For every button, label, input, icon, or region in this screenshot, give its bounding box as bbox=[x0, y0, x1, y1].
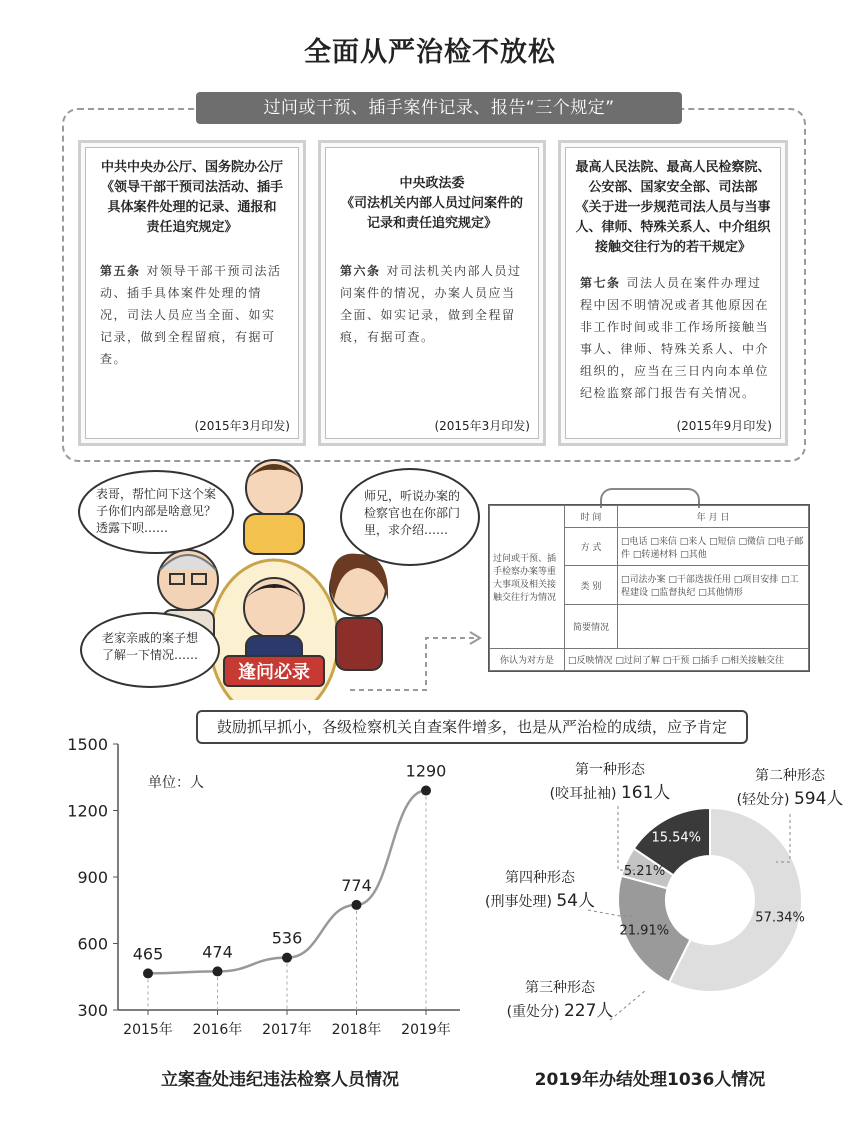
rule-card-2 bbox=[318, 140, 546, 446]
leader-line bbox=[610, 990, 646, 1020]
form-method-label: 方 式 bbox=[565, 528, 618, 566]
form-category-options: □司法办案 □干部选拔任用 □项目安排 □工程建设 □监督执纪 □其他情形 bbox=[618, 566, 809, 604]
record-form bbox=[488, 504, 810, 672]
form-response-label: 你认为对方是 bbox=[490, 648, 565, 670]
y-tick-label: 1200 bbox=[67, 801, 108, 821]
card-issuer-line: 公安部、国家安全部、司法部 bbox=[588, 180, 758, 195]
form-row-label: 过问或干预、插手检察办案等重大事项及相关接触交往行为情况 bbox=[490, 506, 565, 649]
callout-desc: (重处分) 227人 bbox=[506, 1001, 614, 1021]
x-tick-label: 2017年 bbox=[262, 1022, 312, 1038]
callout-desc: (刑事处理) 54人 bbox=[484, 891, 596, 911]
form-brief-label: 简要情况 bbox=[565, 604, 618, 648]
card-date: (2015年3月印发) bbox=[194, 419, 290, 433]
callout-name: 第四种形态 bbox=[505, 870, 575, 886]
rule-card-1 bbox=[78, 140, 306, 446]
form-brief-field bbox=[618, 604, 809, 648]
data-label: 1290 bbox=[405, 761, 447, 781]
slice-percent-label: 57.34% bbox=[755, 910, 805, 926]
donut-chart bbox=[470, 750, 850, 1050]
y-tick-label: 300 bbox=[77, 1001, 108, 1020]
seal-text: 逢问必录 bbox=[238, 662, 310, 683]
data-label: 536 bbox=[271, 928, 303, 948]
y-tick-label: 900 bbox=[77, 868, 108, 887]
donut-chart-title: 2019年办结处理1036人情况 bbox=[534, 1070, 766, 1090]
data-point bbox=[143, 968, 153, 978]
callout-name: 第三种形态 bbox=[525, 980, 595, 996]
slice-percent-label: 15.54% bbox=[651, 830, 702, 846]
x-tick-label: 2015年 bbox=[123, 1022, 173, 1038]
form-date-field: 年 月 日 bbox=[618, 506, 809, 528]
callout-desc: (咬耳扯袖) 161人 bbox=[549, 783, 671, 803]
x-tick-label: 2016年 bbox=[192, 1022, 243, 1038]
x-tick-label: 2018年 bbox=[331, 1022, 382, 1038]
rules-banner: 过问或干预、插手案件记录、报告“三个规定” bbox=[196, 92, 682, 124]
data-point bbox=[213, 966, 223, 976]
callout-name: 第一种形态 bbox=[575, 762, 645, 778]
card-issuer: 中共中央办公厅、国务院办公厅 bbox=[100, 160, 283, 175]
callout-name: 第二种形态 bbox=[755, 768, 825, 784]
data-point bbox=[421, 786, 431, 796]
card-article: 第六条 bbox=[340, 264, 381, 278]
card-date: (2015年3月印发) bbox=[434, 419, 530, 433]
form-response-options: □反映情况 □过问了解 □干预 □插手 □相关接触交往 bbox=[565, 648, 809, 670]
line-chart-title: 立案查处违纪违法检察人员情况 bbox=[161, 1070, 399, 1090]
card-text: 司法人员在案件办理过程中因不明情况或者其他原因在非工作时间或非工作场所接触当事人、律师、特殊关系人、中介组织的，应当在三日内向本单位纪检监察部门报告有关情况。 bbox=[580, 276, 770, 400]
speech-bubble-right: 师兄，听说办案的检察官也在你部门里，求介绍…… bbox=[340, 468, 480, 566]
y-tick-label: 1500 bbox=[67, 735, 108, 754]
encourage-banner: 鼓励抓早抓小，各级检察机关自查案件增多，也是从严治检的成绩，应予肯定 bbox=[196, 710, 748, 744]
card-article: 第七条 bbox=[580, 276, 621, 290]
data-point bbox=[352, 900, 362, 910]
form-time-label: 时 间 bbox=[565, 506, 618, 528]
card-doc-line: 责任追究规定》 bbox=[146, 220, 238, 235]
y-tick-label: 600 bbox=[77, 934, 108, 954]
card-doc-line: 具体案件处理的记录、通报和 bbox=[107, 200, 277, 215]
callout-desc: (轻处分) 594人 bbox=[736, 789, 844, 809]
line-chart-unit: 单位：人 bbox=[148, 775, 204, 791]
card-doc-line: 《领导干部干预司法活动、插手 bbox=[100, 180, 283, 195]
slice-percent-label: 21.91% bbox=[619, 923, 670, 939]
x-tick-label: 2019年 bbox=[401, 1022, 451, 1038]
card-doc-line: 人、律师、特殊关系人、中介组织 bbox=[575, 220, 771, 235]
card-article: 第五条 bbox=[100, 264, 141, 278]
page-title: 全面从严治检不放松 bbox=[304, 37, 556, 68]
data-label: 774 bbox=[341, 875, 372, 895]
rule-card-3 bbox=[558, 140, 788, 446]
card-doc-line: 《司法机关内部人员过问案件的 bbox=[340, 196, 523, 211]
card-doc-line: 接触交往行为的若干规定》 bbox=[594, 240, 751, 255]
form-category-label: 类 别 bbox=[565, 566, 618, 604]
card-issuer-line: 最高人民法院、最高人民检察院、 bbox=[575, 160, 771, 175]
card-text: 对司法机关内部人员过问案件的情况，办案人员应当全面、如实记录，做到全程留痕，有据可查。 bbox=[340, 264, 522, 344]
card-date: (2015年9月印发) bbox=[676, 419, 772, 433]
line-chart bbox=[50, 730, 470, 1050]
card-doc-line: 《关于进一步规范司法人员与当事 bbox=[575, 200, 771, 215]
card-issuer: 中央政法委 bbox=[399, 176, 465, 191]
slice-percent-label: 5.21% bbox=[623, 863, 666, 879]
speech-bubble-left: 表哥，帮忙问下这个案子你们内部是啥意见？透露下呗…… bbox=[78, 470, 234, 554]
form-method-options: □电话 □来信 □来人 □短信 □微信 □电子邮件 □转递材料 □其他 bbox=[618, 528, 809, 566]
data-point bbox=[282, 953, 292, 963]
data-label: 465 bbox=[132, 944, 164, 964]
card-doc-line: 记录和责任追究规定》 bbox=[366, 216, 497, 231]
card-text: 对领导干部干预司法活动、插手具体案件处理的情况，司法人员应当全面、如实记录，做到全程留痕，有据可查。 bbox=[100, 264, 282, 366]
speech-bubble-bottom: 老家亲戚的案子想了解一下情况…… bbox=[80, 612, 220, 688]
connector-arrow-icon bbox=[330, 620, 490, 700]
data-label: 474 bbox=[202, 942, 233, 962]
